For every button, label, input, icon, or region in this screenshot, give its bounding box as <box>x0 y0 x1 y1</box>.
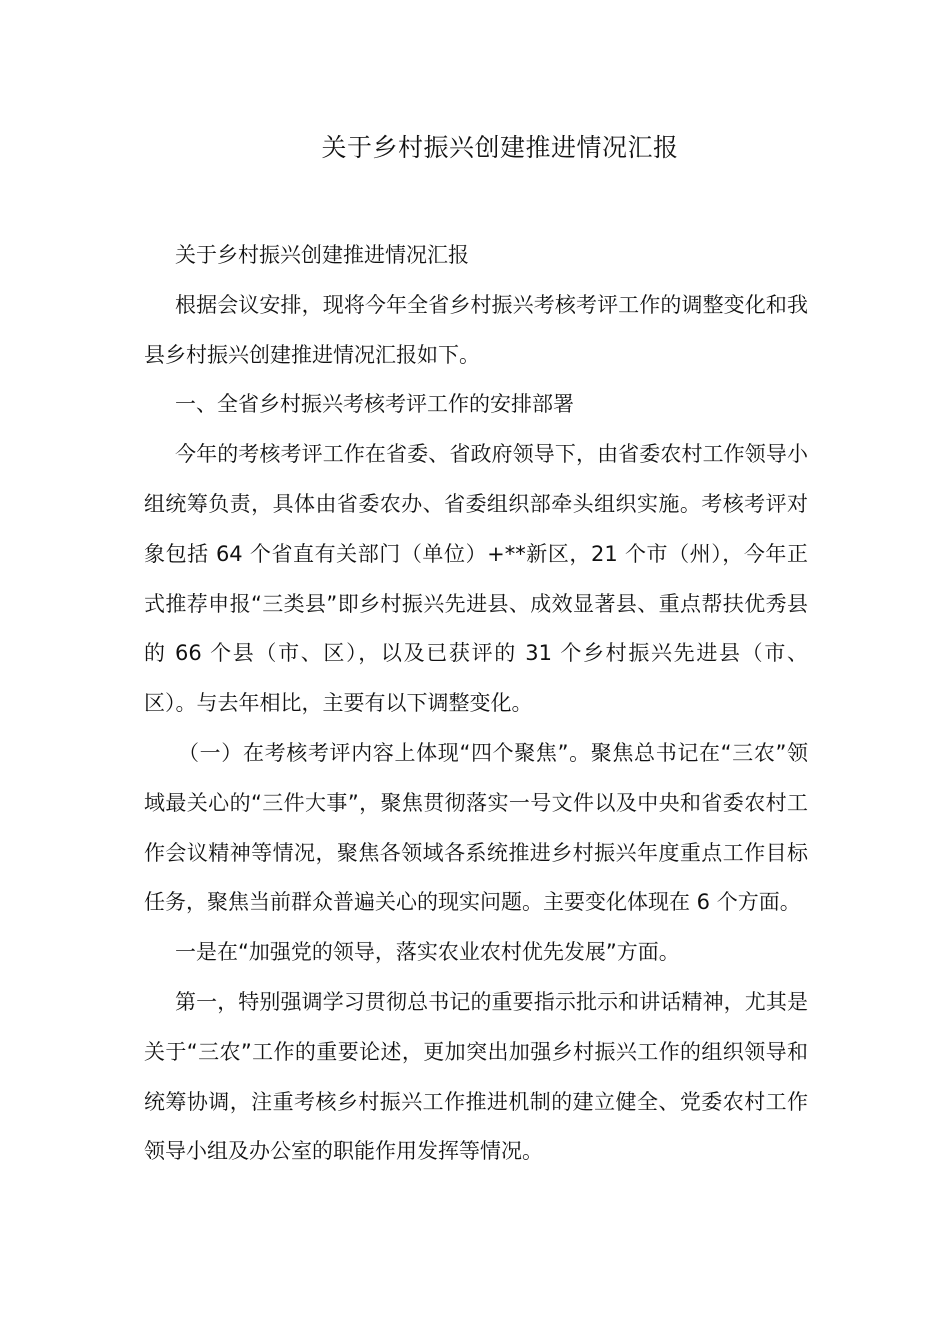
paragraph-assessment-overview: 今年的考核考评工作在省委、省政府领导下，由省委农村工作领导小组统筹负责，具体由省委农办、省委组织部牵头组织实施。考核考评对象包括 64 个省直有关部门（单位）+**新区，21 个市（州），今年正式推荐申报“三类县”即乡村振兴先进县、成效显著县、重点帮扶优秀县的 66 个县（市、区），以及已获评的 31 个乡村振兴先进县（市、区）。与去年相比，主要有以下调整变化。 <box>144 442 808 716</box>
paragraph-first-item: 第一，特别强调学习贯彻总书记的重要指示批示和讲话精神，尤其是关于“三农”工作的重要论述，更加突出加强乡村振兴工作的组织领导和统筹协调，注重考核乡村振兴工作推进机制的建立健全、党委农村工作领导小组及办公室的职能作用发挥等情况。 <box>144 989 808 1164</box>
paragraph-intro: 根据会议安排，现将今年全省乡村振兴考核考评工作的调整变化和我县乡村振兴创建推进情况汇报如下。 <box>144 292 808 367</box>
paragraph-heading-repeat: 关于乡村振兴创建推进情况汇报 <box>175 243 469 267</box>
paragraph-section-one-heading: 一、全省乡村振兴考核考评工作的安排部署 <box>175 392 574 417</box>
paragraph-four-focus: （一）在考核考评内容上体现“四个聚焦”。聚焦总书记在“三农”领域最关心的“三件大事”，聚焦贯彻落实一号文件以及中央和省委农村工作会议精神等情况，聚焦各领域各系统推进乡村振兴年度重点工作目标任务，聚焦当前群众普遍关心的现实问题。主要变化体现在 6 个方面。 <box>144 740 808 915</box>
document-title: 关于乡村振兴创建推进情况汇报 <box>321 133 679 162</box>
document-body <box>144 231 808 1177</box>
paragraph-point-one: 一是在“加强党的领导，落实农业农村优先发展”方面。 <box>175 940 680 965</box>
